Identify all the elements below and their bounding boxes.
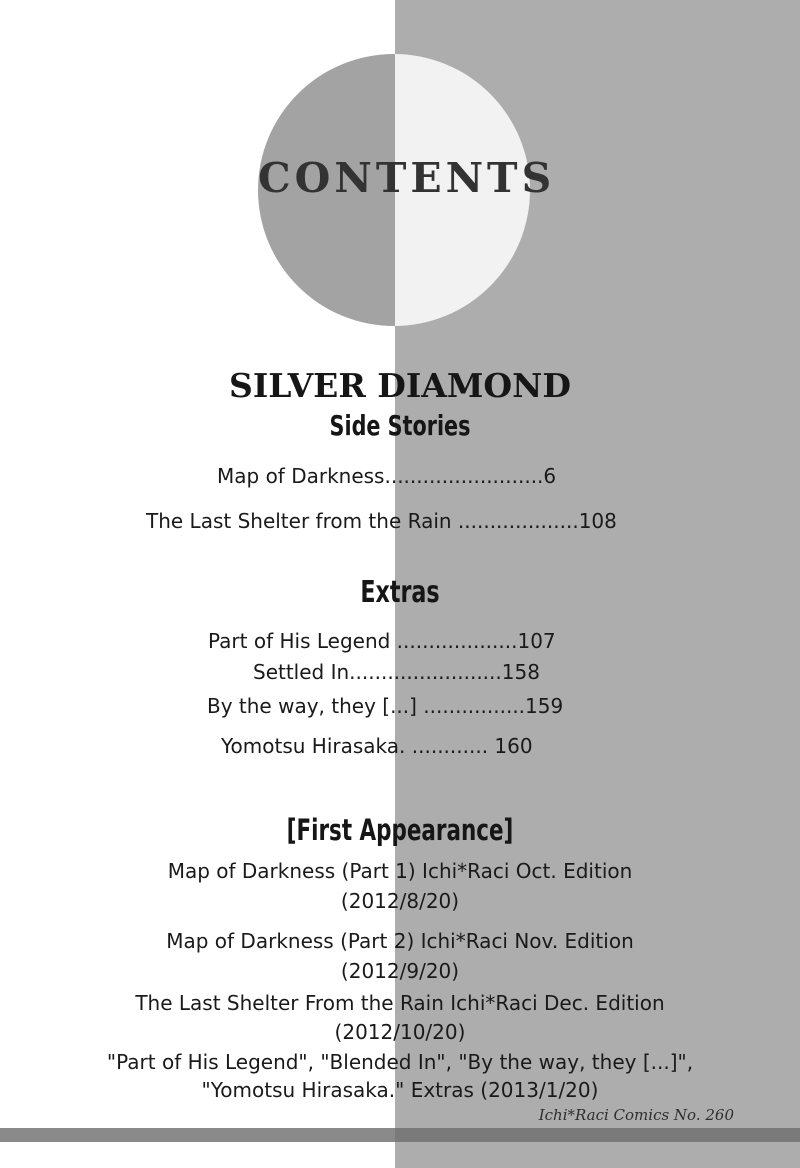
side-stories-heading: Side Stories xyxy=(329,409,471,442)
first-appearance-line: Map of Darkness (Part 2) Ichi*Raci Nov. Edition xyxy=(166,929,634,953)
first-appearance-line: "Part of His Legend", "Blended In", "By the way, they [...]", xyxy=(106,1050,694,1074)
first-appearance-line: (2012/9/20) xyxy=(340,959,460,983)
toc-entry-by-the-way: By the way, they [...] ................159 xyxy=(207,694,564,718)
first-appearance-line: The Last Shelter From the Rain Ichi*Raci Dec. Edition xyxy=(135,991,665,1015)
toc-entry-yomotsu-hirasaka: Yomotsu Hirasaka. ............ 160 xyxy=(221,734,533,758)
page-title: CONTENTS xyxy=(258,154,556,202)
toc-entry-map-of-darkness: Map of Darkness.........................6 xyxy=(217,464,557,488)
toc-entry-part-of-his-legend: Part of His Legend ...................107 xyxy=(208,629,556,653)
publisher-footer: Ichi*Raci Comics No. 260 xyxy=(538,1106,734,1124)
first-appearance-line: (2012/10/20) xyxy=(334,1020,466,1044)
series-title: SILVER DIAMOND xyxy=(229,366,571,405)
first-appearance-line: Map of Darkness (Part 1) Ichi*Raci Oct. Edition xyxy=(167,859,633,883)
bottom-band xyxy=(0,1128,800,1142)
first-appearance-heading: [First Appearance] xyxy=(286,813,514,847)
toc-entry-settled-in: Settled In........................158 xyxy=(253,660,540,684)
first-appearance-line: "Yomotsu Hirasaka." Extras (2013/1/20) xyxy=(201,1078,599,1102)
toc-entry-last-shelter: The Last Shelter from the Rain ...................108 xyxy=(146,509,617,533)
extras-heading: Extras xyxy=(360,575,440,610)
first-appearance-line: (2012/8/20) xyxy=(340,889,460,913)
